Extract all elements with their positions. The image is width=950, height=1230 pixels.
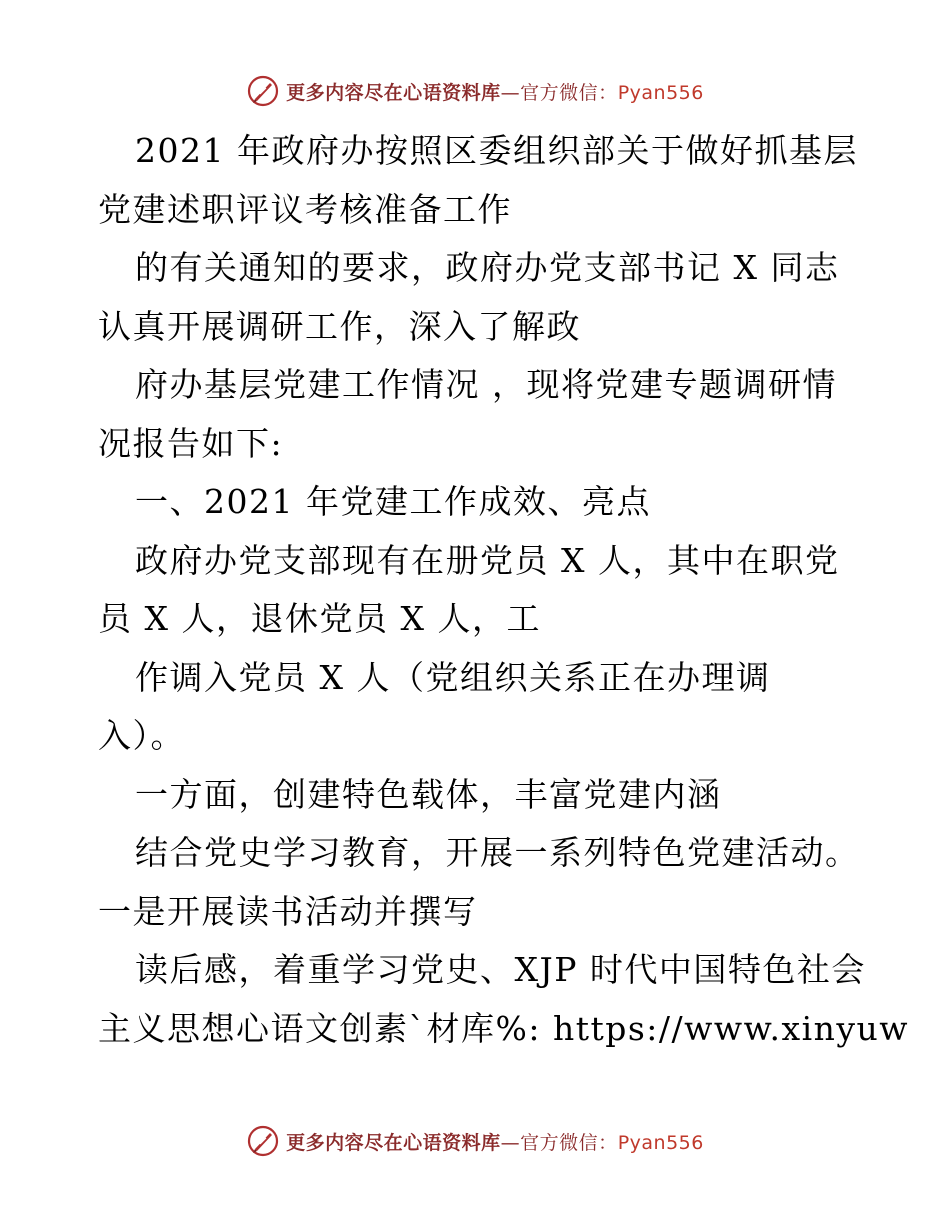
text-line: 2021 年政府办按照区委组织部关于做好抓基层 bbox=[135, 131, 858, 170]
header-banner bbox=[0, 71, 950, 111]
text-line: 一、2021 年党建工作成效、亮点 bbox=[135, 482, 651, 521]
text-line: 府办基层党建工作情况 ，现将党建专题调研情 bbox=[135, 365, 837, 404]
banner-separator: —官方微信： bbox=[500, 1131, 618, 1154]
banner-wechat-id: Pyan556 bbox=[617, 1131, 704, 1154]
text-line: 作调入党员 X 人（党组织关系正在办理调 bbox=[135, 657, 771, 697]
quill-pen-logo-icon bbox=[246, 74, 280, 108]
text-line: 主义思想心语文创素`材库%: https://www.xinyuw bbox=[98, 1008, 910, 1048]
banner-text bbox=[286, 1128, 704, 1155]
text-line: 入）。 bbox=[98, 716, 185, 755]
document-body bbox=[98, 122, 910, 1058]
text-line: 政府办党支部现有在册党员 X 人，其中在职党 bbox=[135, 540, 840, 580]
text-line: 况报告如下: bbox=[98, 423, 284, 463]
text-line: 读后感，着重学习党史、XJP 时代中国特色社会 bbox=[135, 950, 866, 989]
footer-banner bbox=[0, 1121, 950, 1161]
text-line: 的有关通知的要求，政府办党支部书记 X 同志 bbox=[135, 248, 840, 287]
banner-separator: —官方微信： bbox=[500, 81, 618, 104]
quill-pen-logo-icon bbox=[246, 1124, 280, 1158]
text-line: 员 X 人，退休党员 X 人，工 bbox=[98, 599, 541, 638]
banner-text bbox=[286, 78, 704, 105]
text-line: 党建述职评议考核准备工作 bbox=[98, 189, 512, 229]
text-line: 结合党史学习教育，开展一系列特色党建活动。 bbox=[135, 833, 860, 872]
banner-title: 更多内容尽在心语资料库 bbox=[286, 81, 501, 104]
text-line: 一方面，创建特色载体，丰富党建内涵 bbox=[135, 774, 722, 814]
text-line: 认真开展调研工作，深入了解政 bbox=[98, 306, 581, 346]
banner-wechat-id: Pyan556 bbox=[617, 81, 704, 104]
text-line: 一是开展读书活动并撰写 bbox=[98, 891, 478, 931]
banner-title: 更多内容尽在心语资料库 bbox=[286, 1131, 501, 1154]
